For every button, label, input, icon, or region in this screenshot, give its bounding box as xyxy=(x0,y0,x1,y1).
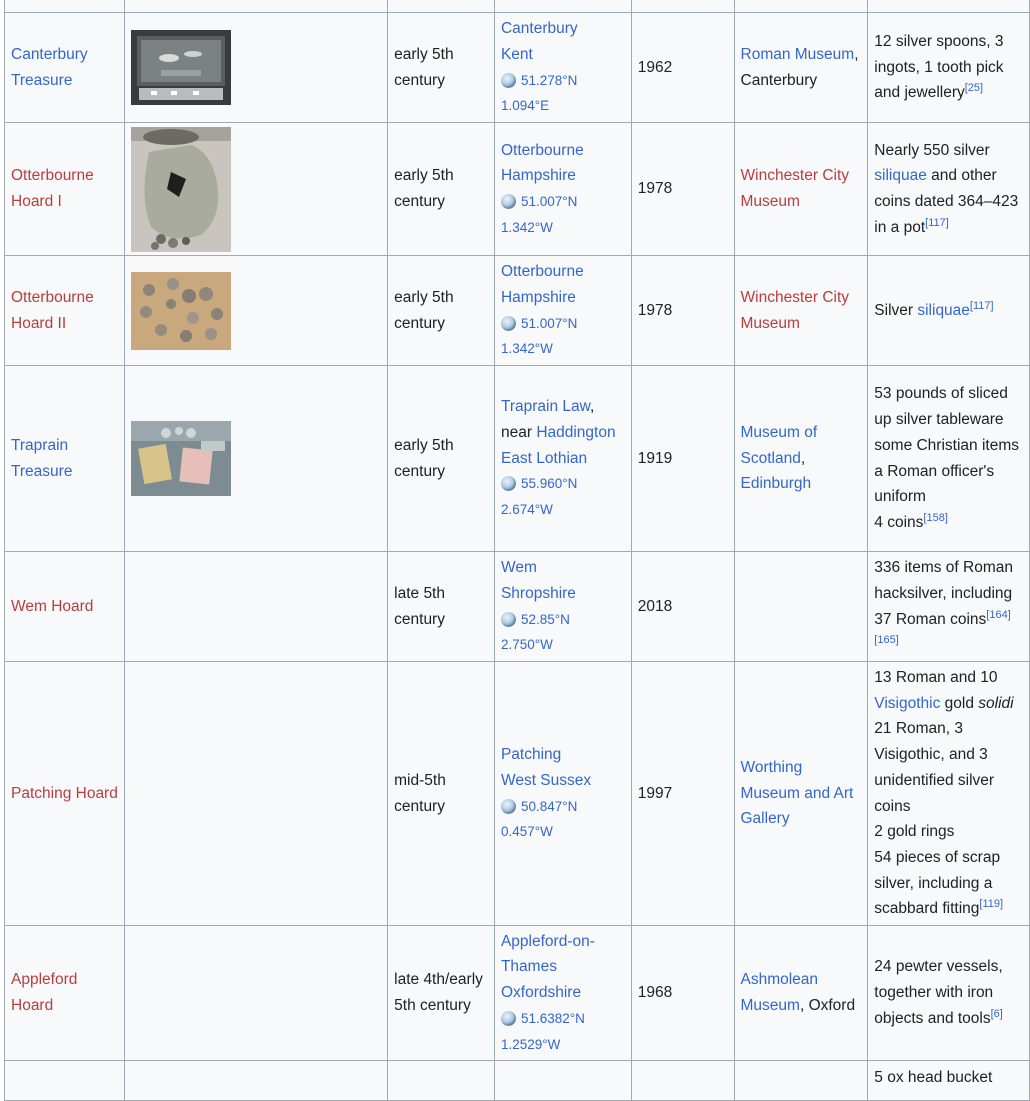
latitude-link[interactable]: 51.278°N xyxy=(520,72,578,88)
otterbourne-pot-thumbnail-image[interactable] xyxy=(131,127,231,252)
museum-link[interactable]: Museum of Scotland xyxy=(740,423,818,467)
reference-link[interactable]: [164] xyxy=(986,608,1011,621)
latitude-link[interactable]: 51.007°N xyxy=(520,194,578,209)
visigothic-link[interactable]: Visigothic xyxy=(874,694,941,712)
contents-line: 53 pounds of sliced up silver tableware xyxy=(874,385,1008,429)
table-row: Traprain Treasure early 5th century Traprain Law, near Haddington East Lothian 55.960°N 2.674°W 1919 Museum of Scotland, Edinburgh 53 pounds of sliced up silver tableware some Christian items a Roman officer's uniform 4 coins[158] xyxy=(5,366,1030,552)
museum-location: Canterbury xyxy=(740,71,818,89)
museum-link[interactable]: Worthing Museum and Art Gallery xyxy=(740,758,854,828)
reference-link[interactable]: [165] xyxy=(874,634,899,647)
date-text: late 5th century xyxy=(394,584,445,628)
year-text: 1978 xyxy=(637,301,673,319)
year-text: 1968 xyxy=(637,984,673,1002)
siliquae-link[interactable]: siliquae xyxy=(874,167,927,185)
place-link[interactable]: Appleford-on-Thames xyxy=(500,932,595,976)
contents-text: 24 pewter vessels, together with iron objects and tools xyxy=(874,958,1003,1027)
table-row xyxy=(5,552,1030,662)
contents-text: and other coins dated 364–423 in a pot xyxy=(874,167,1019,236)
date-text: early 5th century xyxy=(394,436,454,480)
near-text: near xyxy=(500,423,532,441)
place-link[interactable]: Otterbourne xyxy=(500,141,584,159)
longitude-link[interactable]: 2.674°W xyxy=(500,502,553,518)
latitude-link[interactable]: 52.85°N xyxy=(520,611,570,627)
date-text: late 4th/early 5th century xyxy=(394,971,483,1014)
hoard-name-link[interactable]: Otterbourne Hoard II xyxy=(11,288,94,332)
museum-comma: , xyxy=(799,997,805,1014)
date-text: early 5th century xyxy=(394,288,454,332)
place-link[interactable]: Wem xyxy=(500,559,537,577)
table-row xyxy=(5,662,1030,926)
museum-location: Oxford xyxy=(808,997,856,1014)
hoard-name-link[interactable]: Patching Hoard xyxy=(11,784,118,802)
table-row xyxy=(5,926,1030,1061)
contents-line: 13 Roman and 10 xyxy=(874,668,998,686)
hoard-name-link[interactable]: Wem Hoard xyxy=(11,597,94,615)
contents-line: some Christian items xyxy=(874,436,1019,454)
year-text: 2018 xyxy=(637,597,673,615)
longitude-link[interactable]: 2.750°W xyxy=(500,637,553,653)
museum-link[interactable]: Winchester City Museum xyxy=(740,167,850,210)
date-text: mid-5th century xyxy=(394,771,446,815)
latitude-link[interactable]: 50.847°N xyxy=(520,798,578,814)
contents-text: Silver xyxy=(874,301,914,319)
longitude-link[interactable]: 1.2529°W xyxy=(500,1036,561,1052)
hoards-table xyxy=(4,0,1030,1101)
longitude-link[interactable]: 1.342°W xyxy=(500,341,553,357)
county-link[interactable]: East Lothian xyxy=(500,449,588,467)
museum-city-link[interactable]: Edinburgh xyxy=(740,475,812,493)
contents-text: 12 silver spoons, 3 ingots, 1 tooth pick and jewellery xyxy=(874,32,1004,102)
county-link[interactable]: Shropshire xyxy=(500,584,576,602)
globe-icon[interactable] xyxy=(501,1011,516,1026)
date-text: early 5th century xyxy=(394,45,454,89)
contents-line: 21 Roman, 3 Visigothic, and 3 unidentified silver coins xyxy=(874,720,995,815)
longitude-link[interactable]: 0.457°W xyxy=(500,824,553,840)
solidi-text: solidi xyxy=(978,694,1014,712)
contents-text: Nearly 550 silver xyxy=(874,141,990,159)
year-text: 1919 xyxy=(637,449,673,467)
globe-icon[interactable] xyxy=(501,799,516,814)
county-link[interactable]: Hampshire xyxy=(500,288,576,306)
haddington-link[interactable]: Haddington xyxy=(536,423,616,441)
reference-link[interactable]: [117] xyxy=(969,299,994,312)
hoard-name-link[interactable]: Traprain Treasure xyxy=(11,436,73,480)
globe-icon[interactable] xyxy=(501,476,516,491)
county-link[interactable]: West Sussex xyxy=(500,771,592,789)
table-row xyxy=(5,123,1030,256)
table-row-partial-bottom xyxy=(5,1061,1030,1101)
otterbourne-coins-thumbnail-image[interactable] xyxy=(131,272,231,350)
globe-icon[interactable] xyxy=(501,316,516,331)
year-text: 1997 xyxy=(637,784,673,802)
reference-link[interactable]: [117] xyxy=(925,216,949,229)
reference-link[interactable]: [119] xyxy=(979,898,1004,911)
table-row xyxy=(5,13,1030,123)
place-link[interactable]: Canterbury xyxy=(500,20,578,38)
longitude-link[interactable]: 1.094°E xyxy=(500,98,550,114)
latitude-link[interactable]: 51.007°N xyxy=(520,315,578,331)
reference-link[interactable]: [158] xyxy=(923,511,948,524)
county-link[interactable]: Kent xyxy=(500,45,533,63)
place-link[interactable]: Patching xyxy=(500,746,562,764)
county-link[interactable]: Hampshire xyxy=(500,167,576,185)
museum-link[interactable]: Winchester City Museum xyxy=(740,288,850,332)
latitude-link[interactable]: 51.6382°N xyxy=(520,1010,585,1026)
table-row xyxy=(5,256,1030,366)
siliquae-link[interactable]: siliquae xyxy=(917,301,970,319)
traprain-thumbnail-image[interactable] xyxy=(131,421,231,496)
longitude-link[interactable]: 1.342°W xyxy=(500,219,553,235)
globe-icon[interactable] xyxy=(501,73,516,88)
place-link[interactable]: Traprain Law xyxy=(500,398,590,416)
contents-line: a Roman officer's uniform xyxy=(874,462,995,506)
globe-icon[interactable] xyxy=(501,194,516,209)
year-text: 1962 xyxy=(637,58,673,76)
contents-line: 54 pieces of scrap silver, including a scabbard fitting xyxy=(874,848,1001,918)
museum-link[interactable]: Roman Museum xyxy=(740,45,855,63)
hoard-name-link[interactable]: Otterbourne Hoard I xyxy=(11,167,94,210)
place-link[interactable]: Otterbourne xyxy=(500,263,584,281)
county-link[interactable]: Oxfordshire xyxy=(500,984,582,1002)
contents-line: 2 gold rings xyxy=(874,823,955,841)
reference-link[interactable]: [6] xyxy=(990,1007,1003,1020)
museum-link[interactable]: Ashmolean Museum xyxy=(740,971,819,1014)
museum-comma: , xyxy=(854,45,859,63)
contents-text: 5 ox head bucket xyxy=(874,1069,993,1086)
reference-link[interactable]: [25] xyxy=(964,82,984,95)
date-text: early 5th century xyxy=(394,167,454,210)
contents-text: gold xyxy=(944,694,974,712)
globe-icon[interactable] xyxy=(501,612,516,627)
canterbury-thumbnail-image[interactable] xyxy=(131,30,231,105)
place-comma: , xyxy=(590,398,595,416)
year-text: 1978 xyxy=(637,180,673,198)
latitude-link[interactable]: 55.960°N xyxy=(520,476,578,492)
contents-text: 336 items of Roman hacksilver, including 37 Roman coins xyxy=(874,559,1013,628)
contents-line: 4 coins xyxy=(874,513,924,531)
hoard-name-link[interactable]: Canterbury Treasure xyxy=(11,45,88,89)
hoard-name-link[interactable]: Appleford Hoard xyxy=(11,971,78,1014)
table-row-partial-top xyxy=(5,0,1030,13)
